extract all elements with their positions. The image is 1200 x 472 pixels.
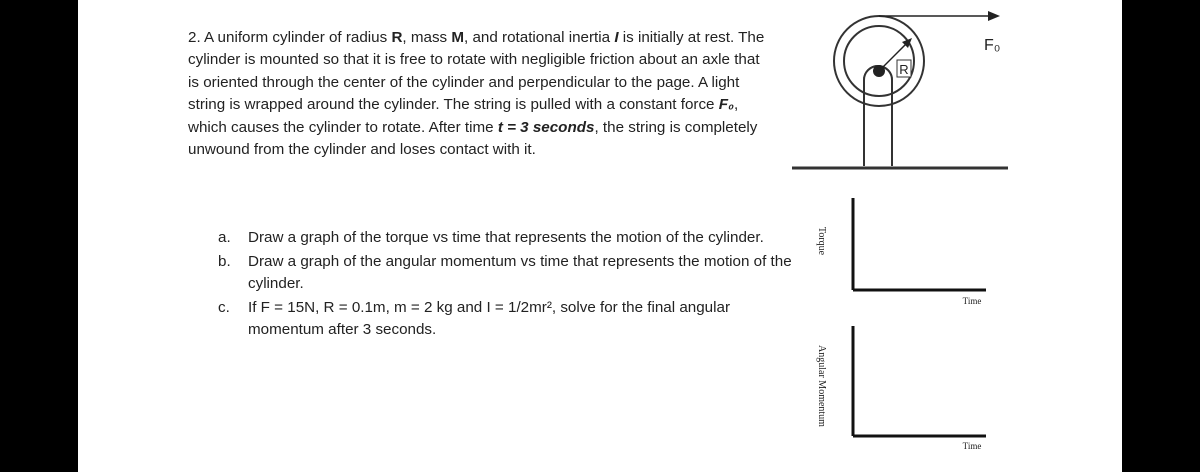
var-time: t = 3 seconds xyxy=(497,118,595,136)
angular-momentum-graph xyxy=(816,326,986,451)
angmom-y-label: Angular Momentum xyxy=(816,345,827,427)
text-span: , which causes the cylinder to rotate. After time xyxy=(188,96,739,136)
text-span: , and rotational inertia xyxy=(464,29,615,46)
angmom-x-label: Time xyxy=(962,441,982,451)
var-radius: R xyxy=(391,29,403,46)
var-mass: M xyxy=(451,29,465,46)
part-text: If F = 15N, R = 0.1m, m = 2 kg and I = 1/2mr², solve for the final angular momentum after 3 seconds. xyxy=(248,299,731,339)
text-span: 2. A uniform cylinder of radius xyxy=(188,29,392,46)
part-marker: c. xyxy=(218,299,230,317)
text-span: is initially at rest. The cylinder is mounted so that it is free to rotate with negligible friction about an axle that is oriented through the center of the cylinder and perpendicular to the page. A light string is wrapped around the cylinder. The string is pulled with a constant force xyxy=(188,29,765,114)
radius-label: R xyxy=(899,62,909,77)
support-post xyxy=(864,66,892,166)
part-marker: b. xyxy=(218,253,231,270)
part-text: Draw a graph of the torque vs time that represents the motion of the cylinder. xyxy=(248,229,764,246)
figures xyxy=(78,0,1122,472)
torque-x-label: Time xyxy=(962,296,982,306)
torque-y-label: Torque xyxy=(816,226,827,256)
part-marker: a. xyxy=(218,229,231,246)
page xyxy=(78,0,1122,472)
var-inertia: I xyxy=(614,29,619,46)
force-arrowhead xyxy=(988,11,1000,21)
part-text: Draw a graph of the angular momentum vs time that represents the motion of the cylinder. xyxy=(248,253,792,293)
cylinder-figure xyxy=(792,11,1008,168)
force-label: F₀ xyxy=(984,37,1001,54)
torque-graph xyxy=(816,198,986,306)
text-span: , the string is completely unwound from the cylinder and loses contact with it. xyxy=(188,118,758,159)
text-span: , mass xyxy=(402,29,452,46)
var-force: F₀ xyxy=(718,96,735,114)
